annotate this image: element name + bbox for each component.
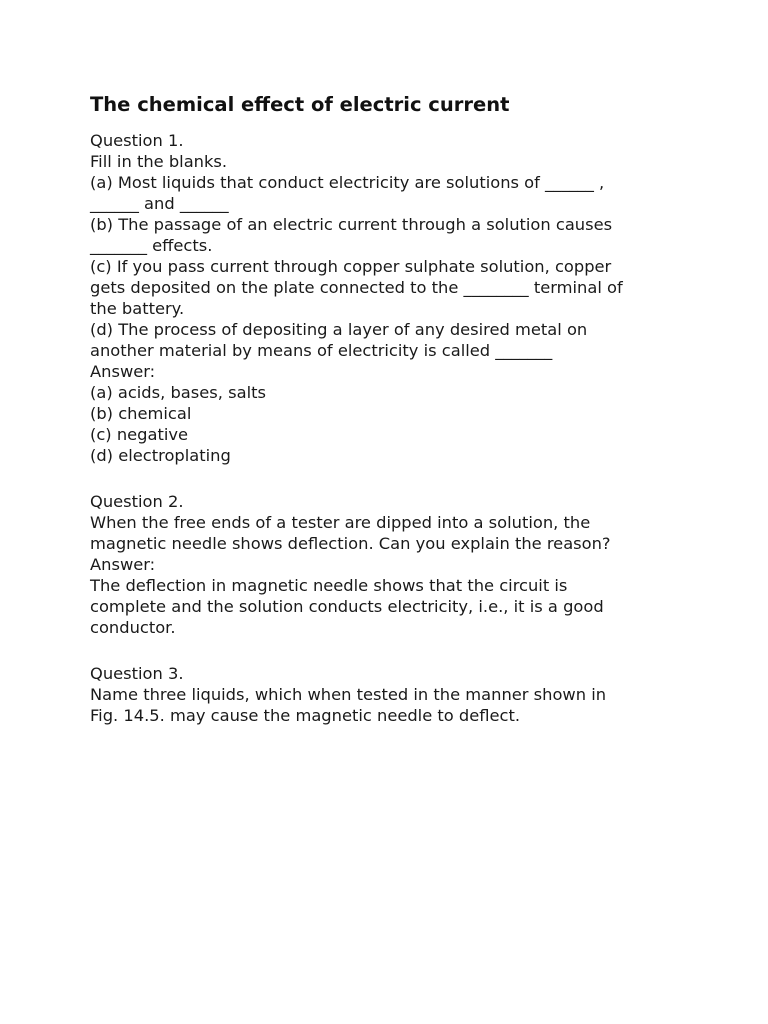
- question-1-line: (c) If you pass current through copper sulphate solution, copper: [90, 257, 612, 276]
- question-1-line: gets deposited on the plate connected to the ________ terminal of: [90, 278, 623, 297]
- question-1-answer: (a) acids, bases, salts: [90, 383, 266, 402]
- question-2-answer: complete and the solution conducts electricity, i.e., it is a good: [90, 597, 604, 616]
- question-2-answer-label: Answer:: [90, 555, 156, 574]
- question-3-line: Fig. 14.5. may cause the magnetic needle to deflect.: [90, 706, 521, 725]
- document-page: [90, 92, 690, 726]
- question-3: [90, 663, 690, 726]
- question-2-answer: The deflection in magnetic needle shows that the circuit is: [90, 576, 568, 595]
- section-gap: [90, 466, 690, 491]
- question-1-line: _______ effects.: [90, 236, 213, 255]
- question-2-line: magnetic needle shows deflection. Can you explain the reason?: [90, 534, 611, 553]
- question-1-line: (d) The process of depositing a layer of any desired metal on: [90, 320, 588, 339]
- question-1-line: another material by means of electricity is called _______: [90, 341, 553, 360]
- question-3-line: Name three liquids, which when tested in the manner shown in: [90, 685, 607, 704]
- question-1-line: the battery.: [90, 299, 185, 318]
- question-3-heading: Question 3.: [90, 664, 184, 683]
- question-1-answer: (d) electroplating: [90, 446, 231, 465]
- question-2-answer: conductor.: [90, 618, 176, 637]
- question-2-line: When the free ends of a tester are dipped into a solution, the: [90, 513, 591, 532]
- question-1-heading: Question 1.: [90, 131, 184, 150]
- question-2: [90, 491, 690, 638]
- question-1-answer: (b) chemical: [90, 404, 192, 423]
- question-1: [90, 130, 690, 466]
- question-1-instruction: Fill in the blanks.: [90, 152, 228, 171]
- question-1-line: (b) The passage of an electric current through a solution causes: [90, 215, 613, 234]
- question-1-line: (a) Most liquids that conduct electricity are solutions of ______ ,: [90, 173, 605, 192]
- question-1-answer-label: Answer:: [90, 362, 156, 381]
- question-1-line: ______ and ______: [90, 194, 229, 213]
- question-2-heading: Question 2.: [90, 492, 184, 511]
- document-title: The chemical effect of electric current: [90, 93, 510, 116]
- question-1-answer: (c) negative: [90, 425, 189, 444]
- section-gap: [90, 638, 690, 663]
